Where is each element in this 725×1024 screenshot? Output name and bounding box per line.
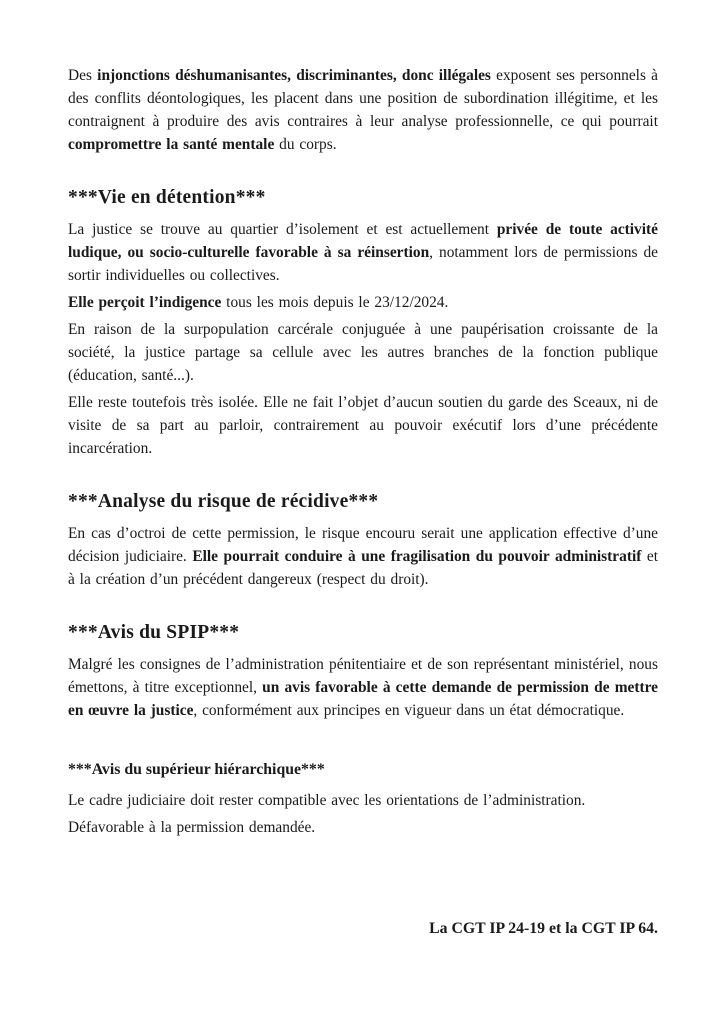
text-run: Elle pourrait conduire à une fragilisation du pouvoir administratif (192, 548, 642, 565)
text-run: ***Avis du supérieur hiérarchique*** (68, 761, 325, 778)
section-heading-small (68, 758, 658, 781)
text-run: privée de toute activité ludique, ou socio-culturelle favorable à sa réinsertion (68, 221, 658, 261)
document-paragraph (68, 816, 658, 839)
text-run: Elle perçoit l’indigence (68, 294, 222, 311)
document-content (68, 64, 658, 940)
document-paragraph (68, 318, 658, 387)
text-run: La CGT IP 24-19 et la CGT IP 64. (429, 920, 658, 937)
text-run: compromettre la santé mentale (68, 136, 275, 153)
text-run: Malgré les consignes de l’administration pénitentiaire et de son représentant ministériel, nous émettons, à titre exceptionnel, (68, 656, 658, 696)
text-run: Le cadre judiciaire doit rester compatible avec les orientations de l’administration. (68, 792, 586, 809)
text-run: exposent ses personnels à des conflits déontologiques, les placent dans une position de subordination illégitime, et les contraignent à produire des avis contraires à leur analyse professionnelle, ce qui pourrait (68, 67, 658, 130)
document-paragraph (68, 64, 658, 156)
section-heading (68, 490, 658, 514)
document-paragraph (68, 653, 658, 722)
document-paragraph (68, 789, 658, 812)
text-run: En raison de la surpopulation carcérale conjuguée à une paupérisation croissante de la société, la justice partage sa cellule avec les autres branches de la fonction publique (éducation, santé...). (68, 321, 658, 384)
text-run: , conformément aux principes en vigueur dans un état démocratique. (193, 702, 625, 719)
text-run: et à la création d’un précédent dangereux (respect du droit). (68, 548, 658, 588)
text-run: un avis favorable à cette demande de permission de mettre en œuvre la justice (68, 679, 658, 719)
text-run: injonctions déshumanisantes, discriminantes, donc illégales (97, 67, 491, 84)
text-run: La justice se trouve au quartier d’isolement et est actuellement (68, 221, 497, 238)
text-run: Elle reste toutefois très isolée. Elle ne fait l’objet d’aucun soutien du garde des Sceaux, ni de visite de sa part au parloir, contrairement au pouvoir exécutif lors d’une précédente incarcération. (68, 394, 658, 457)
document-paragraph (68, 218, 658, 287)
document-paragraph (68, 522, 658, 591)
text-run: tous les mois depuis le 23/12/2024. (221, 294, 449, 311)
text-run: ***Vie en détention*** (68, 187, 266, 208)
document-paragraph (68, 291, 658, 314)
text-run: Défavorable à la permission demandée. (68, 819, 316, 836)
section-heading (68, 186, 658, 210)
text-run: Des (68, 67, 98, 84)
text-run: En cas d’octroi de cette permission, le risque encouru serait une application effective d’une décision judiciaire. (68, 525, 658, 565)
section-heading (68, 621, 658, 645)
text-run: , notamment lors de permissions de sortir individuelles ou collectives. (68, 244, 658, 284)
document-paragraph (68, 391, 658, 460)
text-run: du corps. (274, 136, 337, 153)
text-run: ***Analyse du risque de récidive*** (68, 491, 379, 512)
text-run: ***Avis du SPIP*** (68, 622, 240, 643)
signature-line (68, 917, 658, 940)
